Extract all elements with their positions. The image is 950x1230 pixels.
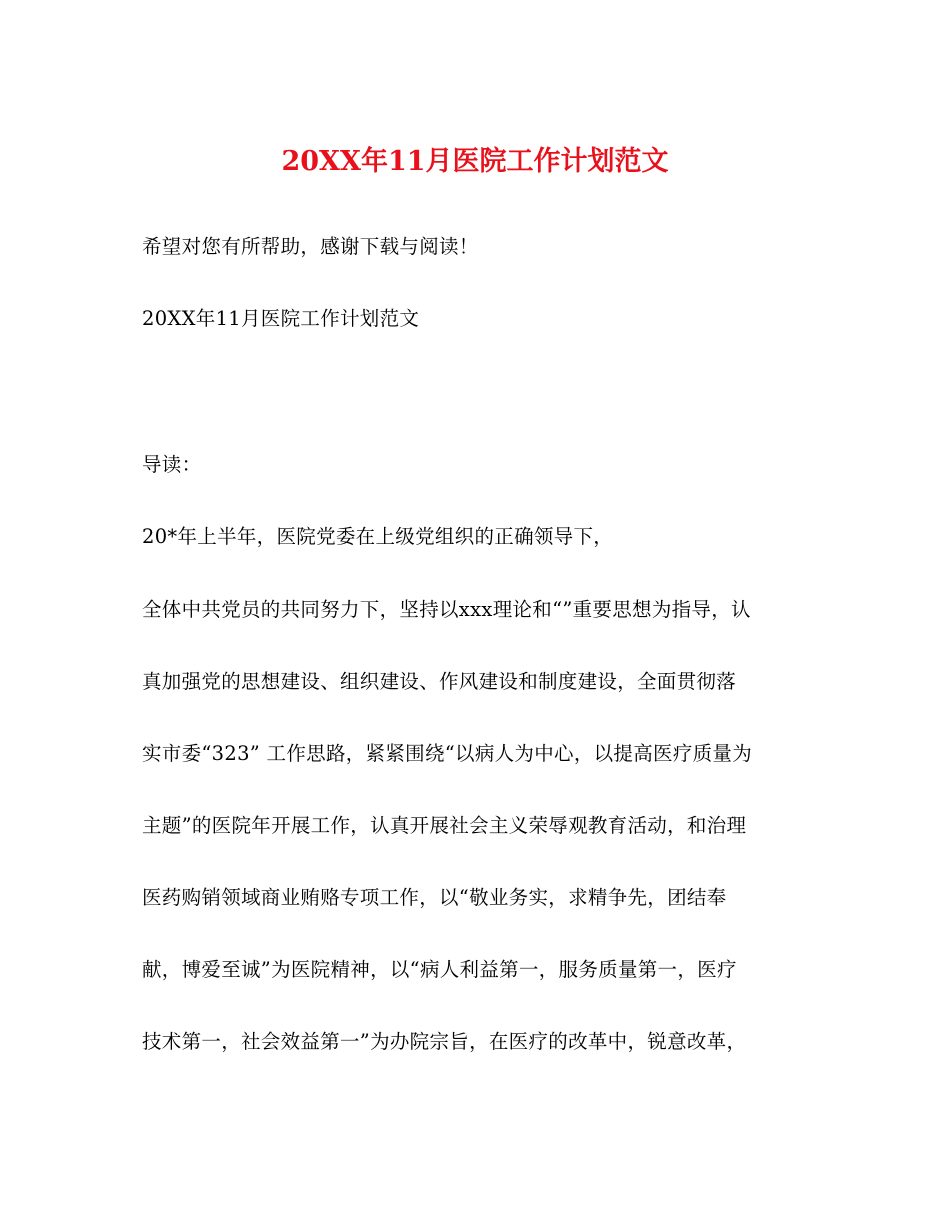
body-line: 技术第一，社会效益第一”为办院宗旨，在医疗的改革中，锐意改革， [142,1030,747,1053]
guide-heading: 导读： [142,453,202,476]
body-line: 真加强党的思想建设、组织建设、作风建设和制度建设，全面贯彻落 [142,670,737,693]
intro-thanks-line: 希望对您有所帮助，感谢下载与阅读！ [142,235,479,258]
document-title: 20XX年11月医院工作计划范文 [281,146,669,177]
subtitle-line: 20XX年11月医院工作计划范文 [142,307,420,330]
body-line: 全体中共党员的共同努力下，坚持以xxx理论和“”重要思想为指导，认 [142,598,751,621]
body-line: 医药购销领域商业贿赂专项工作，以“敬业务实，求精争先，团结奉 [142,886,727,909]
body-line: 献，博爱至诚”为医院精神，以“病人利益第一，服务质量第一，医疗 [142,958,737,981]
body-line: 20*年上半年，医院党委在上级党组织的正确领导下， [142,525,614,548]
body-line: 实市委“323” 工作思路，紧紧围绕“以病人为中心，以提高医疗质量为 [142,742,753,765]
body-line: 主题”的医院年开展工作，认真开展社会主义荣辱观教育活动，和治理 [142,814,747,837]
